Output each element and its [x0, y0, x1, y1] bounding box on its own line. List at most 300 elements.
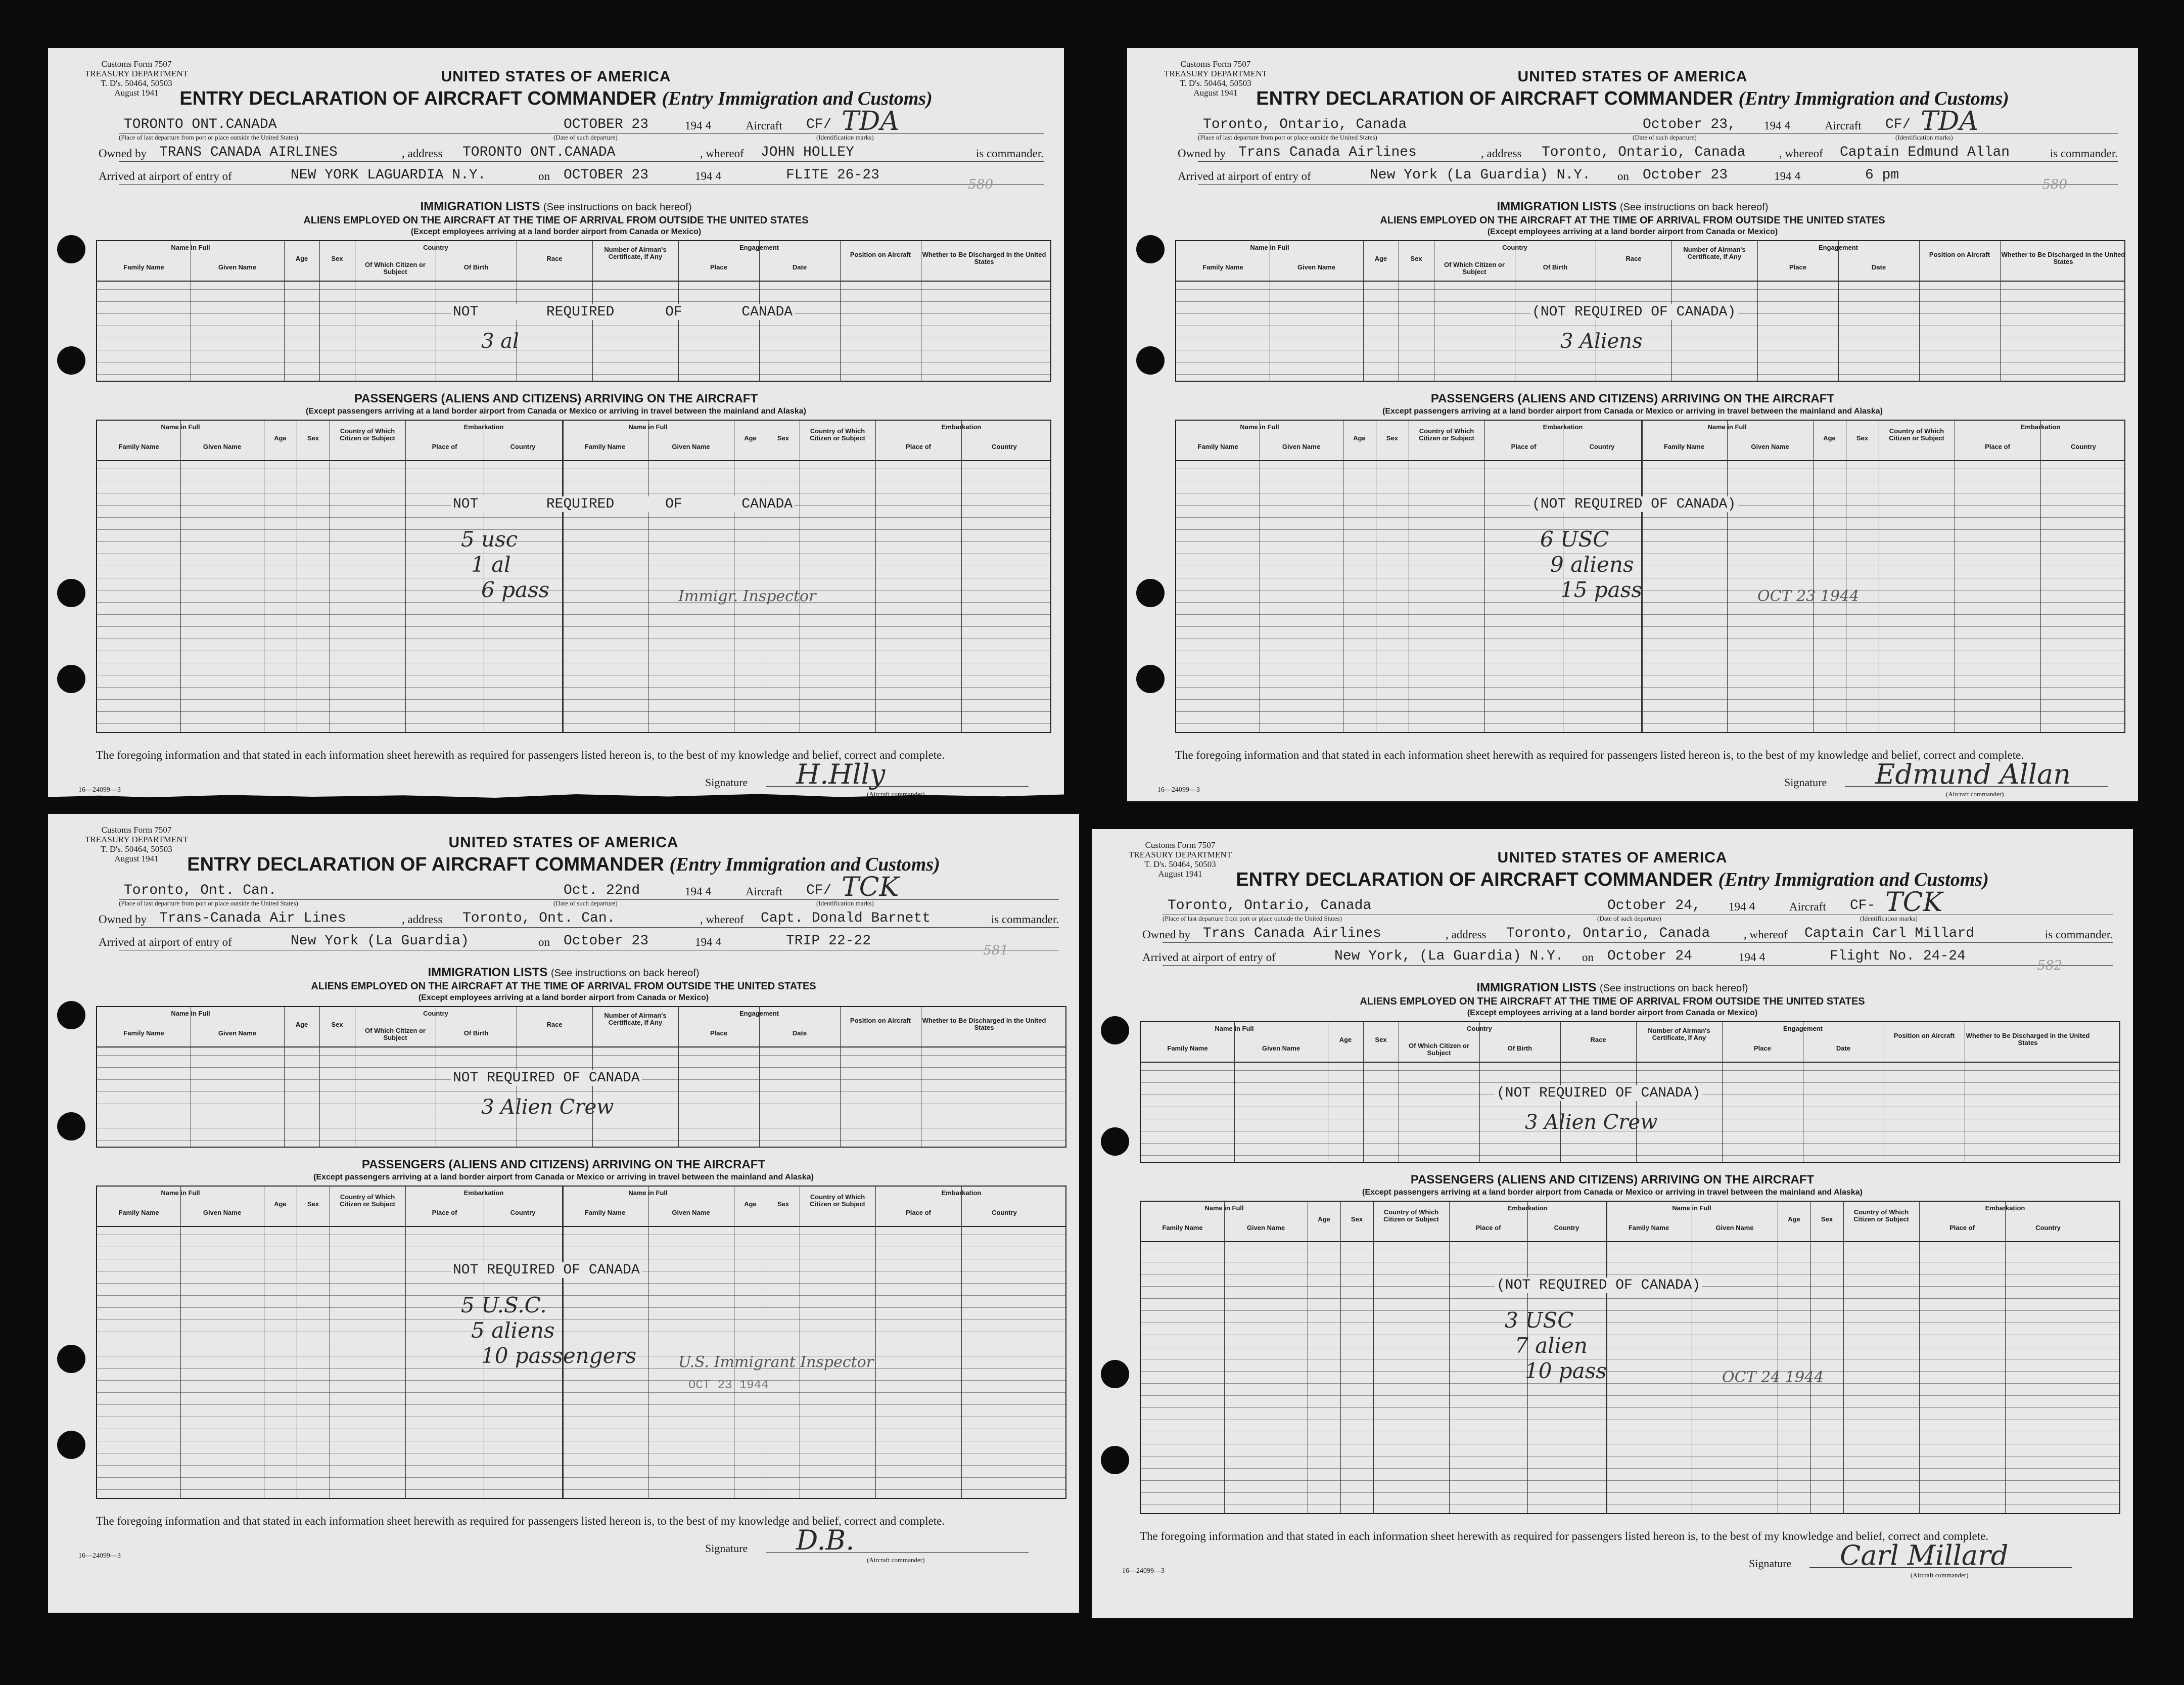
- punch-hole-icon: [1101, 1446, 1129, 1474]
- immigration-lists-heading: IMMIGRATION LISTS (See instructions on back hereof): [1497, 200, 1769, 213]
- form-code: 16—24099—3: [78, 786, 121, 794]
- departure-date: Oct. 22nd: [564, 883, 640, 898]
- crew-handwritten-count: 3 Aliens: [1560, 330, 1643, 353]
- header-embarkation: Embarkation: [463, 423, 504, 431]
- arrival-date: OCTOBER 23: [564, 167, 649, 183]
- crew-handwritten-count: 3 Alien Crew: [481, 1096, 614, 1119]
- header-discharged: Whether to Be Discharged in the United States: [2001, 251, 2125, 265]
- passenger-table-header: [1176, 421, 2124, 461]
- header-citizen-2: Country of Which Citizen or Subject: [1853, 1208, 1909, 1223]
- departure-year: 4: [1784, 120, 1791, 132]
- header-race: Race: [546, 255, 563, 262]
- flight-number: FLITE 26-23: [786, 167, 879, 183]
- header-country-2: Country: [992, 1209, 1017, 1216]
- arrival-row: [1142, 948, 2113, 966]
- passenger-table: [1175, 420, 2125, 733]
- declaration-form: [1092, 829, 2133, 1618]
- date-caption: (Date of such departure): [553, 899, 618, 907]
- whereof-label: , whereof: [1779, 147, 1823, 160]
- place-caption: (Place of last departure from port or place outside the United States): [1198, 133, 1377, 141]
- header-name-in-full: Name in Full: [1240, 423, 1279, 431]
- passengers-exception: (Except passengers arriving at a land border airport from Canada or Mexico or arriving in travel between the mainland and Alaska): [313, 1173, 814, 1181]
- aircraft-commander-caption: (Aircraft commander): [1911, 1571, 1969, 1579]
- arrival-airport: New York (La Guardia): [291, 933, 469, 949]
- arrival-airport: New York, (La Guardia) N.Y.: [1334, 948, 1564, 964]
- departure-year: 4: [705, 886, 712, 898]
- passengers-heading: PASSENGERS (ALIENS AND CITIZENS) ARRIVING ON THE AIRCRAFT: [1410, 1173, 1815, 1187]
- form-number: Customs Form 7507: [1180, 59, 1251, 69]
- punch-hole-icon: [57, 1001, 85, 1029]
- owner-row: [1178, 144, 2118, 162]
- header-citizen: Country of Which Citizen or Subject: [340, 427, 395, 442]
- departure-year: 4: [1749, 901, 1756, 914]
- commander-label: is commander.: [975, 147, 1044, 160]
- header-place-of: Place of: [1475, 1224, 1501, 1232]
- header-date: Date: [1871, 263, 1886, 271]
- on-label: on: [538, 936, 550, 948]
- country-heading: UNITED STATES OF AMERICA: [1497, 849, 1728, 866]
- header-family-name-2: Family Name: [584, 443, 626, 450]
- header-discharged: Whether to Be Discharged in the United States: [922, 251, 1046, 265]
- arrival-year: 4: [715, 936, 722, 949]
- header-citizen: Country of Which Citizen or Subject: [340, 1193, 395, 1208]
- owner-row: [99, 144, 1044, 162]
- aliens-heading: ALIENS EMPLOYED ON THE AIRCRAFT AT THE TIME OF ARRIVAL FROM OUTSIDE THE UNITED STATES: [303, 215, 809, 226]
- arrival-row: [99, 933, 1059, 950]
- header-citizen-2: Country of Which Citizen or Subject: [810, 427, 865, 442]
- crew-table-header: [1176, 241, 2124, 282]
- header-country: Country: [510, 1209, 536, 1216]
- owner-address: TORONTO ONT.CANADA: [462, 145, 616, 160]
- header-family-name: Family Name: [1202, 263, 1243, 271]
- header-family-name: Family Name: [1167, 1044, 1208, 1052]
- departure-date: OCTOBER 23: [564, 117, 649, 132]
- header-given-name: Given Name: [1262, 1044, 1300, 1052]
- arrival-year-label: 194: [1739, 951, 1756, 964]
- header-embarkation-2: Embarkation: [941, 423, 982, 431]
- marks-caption: (Identification marks): [816, 133, 874, 141]
- owned-label: Owned by: [1142, 928, 1191, 941]
- year-label: 194: [1729, 900, 1746, 913]
- passengers-exception: (Except passengers arriving at a land border airport from Canada or Mexico or arriving in travel between the mainland and Alaska): [306, 407, 806, 416]
- header-age: Age: [1339, 1036, 1352, 1043]
- arrival-date: October 23: [564, 933, 649, 949]
- on-label: on: [1582, 951, 1594, 964]
- aliens-exception: (Except employees arriving at a land border airport from Canada or Mexico): [1467, 1009, 1758, 1017]
- header-sex: Sex: [331, 1021, 343, 1028]
- year-label: 194: [685, 119, 703, 132]
- whereof-label: , whereof: [700, 147, 744, 160]
- aliens-heading: ALIENS EMPLOYED ON THE AIRCRAFT AT THE TIME OF ARRIVAL FROM OUTSIDE THE UNITED STATES: [1380, 215, 1885, 226]
- place-caption: (Place of last departure from port or place outside the United States): [119, 899, 298, 907]
- date-caption: (Date of such departure): [553, 133, 618, 141]
- arrival-airport: NEW YORK LAGUARDIA N.Y.: [291, 167, 486, 183]
- arrival-year-label: 194: [695, 936, 713, 948]
- header-discharged: Whether to Be Discharged in the United States: [922, 1017, 1046, 1031]
- header-embarkation: Embarkation: [1543, 423, 1583, 431]
- owned-label: Owned by: [1178, 147, 1226, 160]
- signature-label: Signature: [705, 776, 748, 789]
- header-country-2: Country: [992, 443, 1017, 450]
- form-title: ENTRY DECLARATION OF AIRCRAFT COMMANDER (Entry Immigration and Customs): [1256, 88, 2009, 109]
- commander-signature: D.B.: [796, 1524, 855, 1556]
- treasury-decisions: T. D's. 50464, 50503: [1144, 859, 1216, 869]
- year-label: 194: [1764, 119, 1782, 132]
- crew-table: [1140, 1021, 2120, 1163]
- handwritten-usc-count: 5 usc: [461, 527, 518, 552]
- aircraft-label: Aircraft: [1825, 119, 1862, 132]
- crew-table-header: [1141, 1022, 2119, 1063]
- passenger-table-header: [1141, 1202, 2119, 1242]
- header-position: Position on Aircraft: [1929, 251, 1990, 258]
- aircraft-commander-caption: (Aircraft commander): [867, 1556, 925, 1564]
- header-engagement: Engagement: [1818, 244, 1858, 251]
- arrival-year: 4: [715, 170, 722, 183]
- header-given-name: Given Name: [203, 443, 242, 450]
- header-race: Race: [1625, 255, 1642, 262]
- header-of-birth: Of Birth: [463, 263, 489, 271]
- passenger-table: [96, 420, 1051, 733]
- department: TREASURY DEPARTMENT: [84, 69, 189, 78]
- header-given-name: Given Name: [1282, 443, 1321, 450]
- header-certificate: Number of Airman's Certificate, If Any: [604, 1012, 667, 1026]
- header-certificate: Number of Airman's Certificate, If Any: [1683, 246, 1746, 260]
- header-of-birth: Of Birth: [463, 1029, 489, 1037]
- passengers-heading: PASSENGERS (ALIENS AND CITIZENS) ARRIVING ON THE AIRCRAFT: [1430, 392, 1835, 405]
- passenger-table-header: [97, 1187, 1065, 1227]
- treasury-decisions: T. D's. 50464, 50503: [1180, 78, 1251, 88]
- header-engagement: Engagement: [1783, 1025, 1823, 1032]
- commander-name: Capt. Donald Barnett: [761, 910, 931, 926]
- commander-label: is commander.: [991, 913, 1059, 926]
- header-certificate: Number of Airman's Certificate, If Any: [604, 246, 667, 260]
- handwritten-usc-count: 5 U.S.C.: [461, 1293, 547, 1317]
- header-country: Country: [1467, 1025, 1492, 1032]
- country-heading: UNITED STATES OF AMERICA: [441, 68, 671, 85]
- header-engagement: Engagement: [739, 1010, 779, 1017]
- whereof-label: , whereof: [1744, 928, 1788, 941]
- departure-row: [1163, 887, 2113, 922]
- header-of-birth: Of Birth: [1543, 263, 1568, 271]
- punch-hole-icon: [57, 1112, 85, 1141]
- punch-hole-icon: [1136, 235, 1165, 263]
- place-caption: (Place of last departure from port or place outside the United States): [1163, 915, 1342, 922]
- passengers-heading: PASSENGERS (ALIENS AND CITIZENS) ARRIVING ON THE AIRCRAFT: [361, 1158, 766, 1171]
- header-age: Age: [274, 1200, 287, 1208]
- punch-hole-icon: [57, 665, 85, 693]
- departure-place: Toronto, Ontario, Canada: [1168, 898, 1372, 914]
- header-given-name-2: Given Name: [672, 443, 710, 450]
- certification-text: The foregoing information and that stated in each information sheet herewith as required for passengers listed hereon is, to the best of my knowledge and belief, correct and complete.: [1175, 749, 2024, 761]
- header-age: Age: [1318, 1215, 1330, 1223]
- address-label: , address: [1481, 147, 1522, 160]
- header-place-of: Place of: [1511, 443, 1537, 450]
- header-embarkation: Embarkation: [1507, 1204, 1548, 1212]
- arrival-year-label: 194: [695, 170, 713, 183]
- arrival-airport: New York (La Guardia) N.Y.: [1370, 167, 1591, 183]
- header-name-in-full: Name in Full: [171, 244, 210, 251]
- aircraft-commander-caption: (Aircraft commander): [867, 790, 925, 798]
- crew-table-header: [97, 241, 1050, 282]
- commander-name: Captain Edmund Allan: [1840, 145, 2010, 160]
- declaration-form: [1127, 48, 2138, 801]
- header-name-in-full: Name in Full: [1250, 244, 1289, 251]
- header-name-in-full: Name in Full: [171, 1010, 210, 1017]
- header-embarkation-2: Embarkation: [941, 1189, 982, 1197]
- header-citizen-of: Of Which Citizen or Subject: [365, 1027, 426, 1041]
- handwritten-passenger-total: 6 pass: [481, 577, 550, 602]
- header-place-of-2: Place of: [1985, 443, 2010, 450]
- header-position: Position on Aircraft: [1893, 1032, 1955, 1039]
- form-code: 16—24099—3: [1122, 1567, 1165, 1575]
- crew-not-required-note: (NOT REQUIRED OF CANADA): [1530, 304, 1738, 320]
- aircraft-commander-caption: (Aircraft commander): [1946, 790, 2004, 798]
- passengers-exception: (Except passengers arriving at a land border airport from Canada or Mexico or arriving in travel between the mainland and Alaska): [1362, 1188, 1863, 1197]
- aliens-exception: (Except employees arriving at a land border airport from Canada or Mexico): [1487, 227, 1778, 236]
- header-place: Place: [1789, 263, 1806, 271]
- certification-text: The foregoing information and that stated in each information sheet herewith as required for passengers listed hereon is, to the best of my knowledge and belief, correct and complete.: [1140, 1530, 1989, 1542]
- crew-not-required-note: NOT REQUIRED OF CANADA: [451, 1070, 642, 1086]
- header-sex: Sex: [1386, 434, 1399, 442]
- passengers-heading: PASSENGERS (ALIENS AND CITIZENS) ARRIVING ON THE AIRCRAFT: [354, 392, 758, 405]
- header-age: Age: [1353, 434, 1366, 442]
- header-name-in-full-2: Name in Full: [628, 423, 668, 431]
- arrival-year: 4: [1794, 170, 1801, 183]
- aircraft-label: Aircraft: [746, 885, 782, 898]
- crew-table: [96, 240, 1051, 382]
- crew-table: [96, 1006, 1066, 1148]
- form-number: Customs Form 7507: [1145, 840, 1216, 850]
- marks-caption: (Identification marks): [816, 899, 874, 907]
- arrived-label: Arrived at airport of entry of: [99, 170, 232, 183]
- punch-hole-icon: [57, 346, 85, 375]
- header-place-of: Place of: [432, 1209, 457, 1216]
- commander-signature: H.Hlly: [796, 758, 886, 790]
- header-age-2: Age: [1788, 1215, 1800, 1223]
- owned-label: Owned by: [99, 147, 147, 160]
- punch-hole-icon: [57, 1431, 85, 1459]
- country-heading: UNITED STATES OF AMERICA: [448, 834, 679, 851]
- department: TREASURY DEPARTMENT: [1128, 850, 1232, 859]
- passenger-not-required-note: (NOT REQUIRED OF CANADA): [1495, 1278, 1702, 1293]
- header-certificate: Number of Airman's Certificate, If Any: [1648, 1027, 1710, 1041]
- immigration-lists-heading: IMMIGRATION LISTS (See instructions on back hereof): [428, 966, 700, 979]
- passenger-not-required-note: NOT REQUIRED OF CANADA: [451, 496, 795, 512]
- stamp-date: OCT 23 1944: [688, 1379, 769, 1392]
- departure-row: [1198, 106, 2118, 141]
- address-label: , address: [1446, 928, 1486, 941]
- owner-address: Toronto, Ontario, Canada: [1506, 926, 1710, 941]
- arrived-label: Arrived at airport of entry of: [99, 936, 232, 948]
- header-citizen-of: Of Which Citizen or Subject: [365, 261, 426, 276]
- form-code: 16—24099—3: [78, 1552, 121, 1560]
- punch-hole-icon: [57, 235, 85, 263]
- owner-address: Toronto, Ont. Can.: [462, 910, 616, 926]
- aircraft-prefix: CF/: [806, 883, 832, 898]
- header-place-of-2: Place of: [906, 443, 931, 450]
- header-given-name: Given Name: [218, 263, 257, 271]
- header-date: Date: [1836, 1044, 1851, 1052]
- header-given-name-2: Given Name: [1715, 1224, 1754, 1232]
- whereof-label: , whereof: [700, 913, 744, 926]
- commander-name: JOHN HOLLEY: [761, 145, 854, 160]
- owner-name: Trans Canada Airlines: [1238, 145, 1417, 160]
- header-sex: Sex: [1351, 1215, 1363, 1223]
- header-sex: Sex: [307, 1200, 319, 1208]
- departure-place: Toronto, Ontario, Canada: [1203, 117, 1407, 132]
- certification-text: The foregoing information and that stated in each information sheet herewith as required for passengers listed hereon is, to the best of my knowledge and belief, correct and complete.: [96, 1515, 945, 1527]
- header-given-name-2: Given Name: [1751, 443, 1789, 450]
- header-family-name: Family Name: [118, 443, 159, 450]
- header-place: Place: [710, 263, 727, 271]
- form-code: 16—24099—3: [1157, 786, 1200, 794]
- header-country: Country: [1554, 1224, 1579, 1232]
- header-position: Position on Aircraft: [850, 1017, 911, 1024]
- departure-place: TORONTO ONT.CANADA: [124, 117, 277, 132]
- header-date: Date: [792, 263, 807, 271]
- owner-name: Trans-Canada Air Lines: [159, 910, 346, 926]
- departure-date: October 24,: [1607, 898, 1701, 914]
- form-date: August 1941: [114, 854, 159, 863]
- page-number: 581: [983, 943, 1008, 958]
- aircraft-label: Aircraft: [746, 119, 782, 132]
- form-title: ENTRY DECLARATION OF AIRCRAFT COMMANDER (Entry Immigration and Customs): [179, 88, 933, 109]
- header-race: Race: [1590, 1036, 1606, 1043]
- immigration-lists-heading: IMMIGRATION LISTS (See instructions on back hereof): [1476, 981, 1748, 994]
- form-date: August 1941: [114, 88, 159, 98]
- handwritten-passenger-total: 10 passengers: [481, 1343, 637, 1368]
- page-number: 580: [968, 177, 993, 192]
- address-label: , address: [402, 913, 443, 926]
- inspector-stamp: U.S. Immigrant Inspector: [678, 1353, 874, 1371]
- header-place-of-2: Place of: [1949, 1224, 1975, 1232]
- header-citizen: Country of Which Citizen or Subject: [1383, 1208, 1439, 1223]
- header-age: Age: [1374, 255, 1387, 262]
- flight-number: Flight No. 24-24: [1830, 948, 1966, 964]
- header-sex-2: Sex: [1821, 1215, 1833, 1223]
- departure-place: Toronto, Ont. Can.: [124, 883, 277, 898]
- aliens-exception: (Except employees arriving at a land border airport from Canada or Mexico): [410, 227, 702, 236]
- header-sex: Sex: [331, 255, 343, 262]
- handwritten-usc-count: 6 USC: [1540, 527, 1609, 552]
- arrival-date: October 24: [1607, 948, 1693, 964]
- punch-hole-icon: [1136, 346, 1165, 375]
- crew-table-header: [97, 1007, 1065, 1048]
- page-number: 582: [2037, 958, 2062, 973]
- departure-row: [119, 106, 1044, 141]
- header-place-of-2: Place of: [906, 1209, 931, 1216]
- header-embarkation-2: Embarkation: [2020, 423, 2061, 431]
- commander-label: is commander.: [2050, 147, 2118, 160]
- header-place: Place: [710, 1029, 727, 1037]
- passenger-table: [1140, 1201, 2120, 1514]
- aircraft-marks: TDA: [1921, 106, 1978, 136]
- punch-hole-icon: [1136, 665, 1165, 693]
- signature-label: Signature: [1784, 776, 1827, 789]
- header-country-2: Country: [2071, 443, 2096, 450]
- punch-hole-icon: [57, 579, 85, 607]
- header-date: Date: [792, 1029, 807, 1037]
- header-family-name: Family Name: [123, 263, 164, 271]
- commander-name: Captain Carl Millard: [1804, 926, 1975, 941]
- treasury-decisions: T. D's. 50464, 50503: [101, 844, 172, 854]
- department: TREASURY DEPARTMENT: [1164, 69, 1268, 78]
- passenger-table-header: [97, 421, 1050, 461]
- arrival-row: [1178, 167, 2118, 185]
- header-place: Place: [1754, 1044, 1771, 1052]
- header-sex-2: Sex: [777, 434, 789, 442]
- inspector-stamp: OCT 23 1944: [1757, 587, 1860, 605]
- form-title: ENTRY DECLARATION OF AIRCRAFT COMMANDER (Entry Immigration and Customs): [187, 854, 940, 875]
- departure-row: [119, 872, 1059, 907]
- punch-hole-icon: [1101, 1016, 1129, 1044]
- aliens-heading: ALIENS EMPLOYED ON THE AIRCRAFT AT THE TIME OF ARRIVAL FROM OUTSIDE THE UNITED STATES: [311, 981, 816, 992]
- arrival-date: October 23: [1643, 167, 1728, 183]
- header-sex: Sex: [1375, 1036, 1387, 1043]
- declaration-form: [48, 814, 1079, 1613]
- page-number: 580: [2042, 177, 2067, 192]
- punch-hole-icon: [1101, 1127, 1129, 1156]
- inspector-stamp: OCT 24 1944: [1722, 1369, 1824, 1386]
- owned-label: Owned by: [99, 913, 147, 926]
- header-age: Age: [295, 255, 308, 262]
- header-given-name: Given Name: [1246, 1224, 1285, 1232]
- form-number: Customs Form 7507: [101, 825, 172, 835]
- commander-signature: Carl Millard: [1840, 1539, 2009, 1571]
- header-sex: Sex: [1410, 255, 1422, 262]
- header-family-name: Family Name: [1162, 1224, 1203, 1232]
- department: TREASURY DEPARTMENT: [84, 835, 189, 844]
- header-family-name-2: Family Name: [584, 1209, 626, 1216]
- header-race: Race: [546, 1021, 563, 1028]
- aircraft-marks: TCK: [1885, 887, 1943, 918]
- aircraft-prefix: CF-: [1850, 898, 1876, 914]
- header-of-birth: Of Birth: [1507, 1044, 1532, 1052]
- aircraft-marks: TDA: [842, 106, 899, 136]
- header-name-in-full: Name in Full: [161, 423, 200, 431]
- punch-hole-icon: [57, 1345, 85, 1373]
- arrival-row: [99, 167, 1044, 185]
- handwritten-alien-count: 9 aliens: [1550, 552, 1634, 577]
- marks-caption: (Identification marks): [1895, 133, 1953, 141]
- header-given-name-2: Given Name: [672, 1209, 710, 1216]
- header-discharged: Whether to Be Discharged in the United States: [1966, 1032, 2090, 1046]
- header-citizen-of: Of Which Citizen or Subject: [1444, 261, 1505, 276]
- crew-not-required-note: NOT REQUIRED OF CANADA: [451, 304, 795, 320]
- header-family-name: Family Name: [1197, 443, 1238, 450]
- handwritten-usc-count: 3 USC: [1505, 1308, 1574, 1333]
- handwritten-passenger-total: 10 pass: [1525, 1358, 1607, 1383]
- header-given-name: Given Name: [218, 1029, 257, 1037]
- header-family-name-2: Family Name: [1628, 1224, 1669, 1232]
- owner-row: [1142, 925, 2113, 943]
- aircraft-prefix: CF/: [806, 117, 832, 132]
- form-date: August 1941: [1193, 88, 1238, 98]
- flight-number: 6 pm: [1865, 167, 1899, 183]
- address-label: , address: [402, 147, 443, 160]
- signature-label: Signature: [705, 1542, 748, 1555]
- date-caption: (Date of such departure): [1597, 915, 1661, 922]
- header-name-in-full: Name in Full: [1215, 1025, 1254, 1032]
- header-sex: Sex: [307, 434, 319, 442]
- header-sex-2: Sex: [777, 1200, 789, 1208]
- country-heading: UNITED STATES OF AMERICA: [1517, 68, 1748, 85]
- flight-number: TRIP 22-22: [786, 933, 871, 949]
- header-embarkation-2: Embarkation: [1985, 1204, 2025, 1212]
- header-name-in-full: Name in Full: [1204, 1204, 1244, 1212]
- header-place-of: Place of: [432, 443, 457, 450]
- arrival-year-label: 194: [1774, 170, 1792, 183]
